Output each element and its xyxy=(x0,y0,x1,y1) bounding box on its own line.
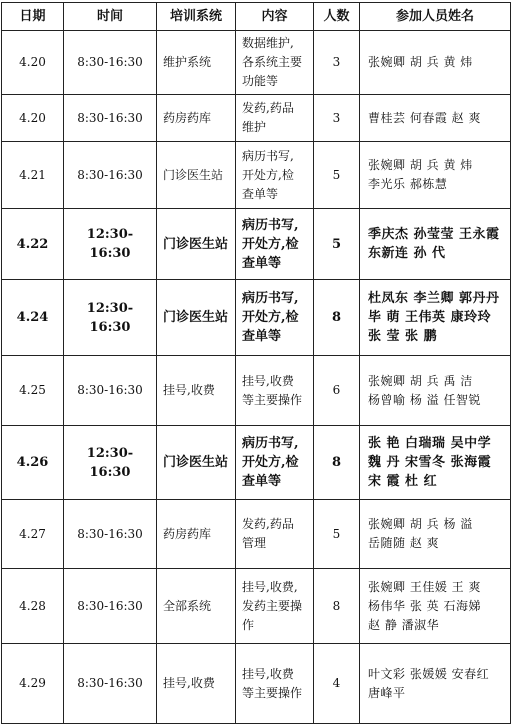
cell-content xyxy=(236,426,314,500)
cell-content-line: 病历书写, xyxy=(242,436,299,451)
cell-names-line: 岳随随 赵 爽 xyxy=(368,536,440,550)
cell-count: 5 xyxy=(314,500,360,569)
cell-date: 4.25 xyxy=(2,356,64,426)
cell-content-line: 开处方,检 xyxy=(242,236,299,252)
cell-system xyxy=(157,426,236,500)
cell-names-line: 张婉卿 王佳媛 王 爽 xyxy=(368,579,481,594)
cell-system-line: 药房药库 xyxy=(163,110,212,125)
cell-content-line: 开处方,检 xyxy=(242,310,299,325)
cell-count: 8 xyxy=(314,426,360,500)
cell-names-line: 张婉卿 胡 兵 杨 溢 xyxy=(368,517,473,531)
cell-time: 12:30-16:30 xyxy=(64,280,157,356)
cell-date: 4.24 xyxy=(2,280,64,356)
cell-content-line: 病历书写, xyxy=(242,291,299,306)
cell-content-line: 挂号,收费, xyxy=(242,579,298,594)
cell-names-line: 宋 霞 杜 红 xyxy=(368,474,438,489)
cell-content xyxy=(236,644,314,724)
cell-date: 4.21 xyxy=(2,142,64,209)
cell-date: 4.29 xyxy=(2,644,64,724)
header-content: 内容 xyxy=(236,3,314,31)
cell-content-line: 各系统主要 xyxy=(242,55,303,69)
cell-content-line: 等主要操作 xyxy=(242,392,303,407)
cell-system xyxy=(157,280,236,356)
header-date: 日期 xyxy=(2,3,64,31)
cell-system-line: 挂号,收费 xyxy=(163,383,215,397)
cell-count: 8 xyxy=(314,569,360,644)
cell-content-line: 开处方,检 xyxy=(242,455,299,470)
cell-system-line: 全部系统 xyxy=(163,598,212,613)
cell-names-line: 杨伟华 张 英 石海娣 xyxy=(368,598,481,613)
cell-content-line: 病历书写, xyxy=(242,217,299,233)
cell-names-line: 杨曾喻 杨 溢 任智锐 xyxy=(368,392,481,407)
header-time: 时间 xyxy=(64,3,157,31)
cell-names-line: 毕 萌 王伟英 康玲玲 xyxy=(368,310,492,325)
header-names: 参加人员姓名 xyxy=(360,3,511,31)
table-row xyxy=(2,644,511,724)
cell-system xyxy=(157,500,236,569)
cell-content-line: 数据维护, xyxy=(242,36,294,50)
cell-names-line: 曹桂芸 何春霞 赵 爽 xyxy=(368,110,481,125)
cell-time: 8:30-16:30 xyxy=(64,569,157,644)
table-row xyxy=(2,31,511,95)
cell-system-line: 药房药库 xyxy=(163,526,212,541)
cell-count: 5 xyxy=(314,209,360,280)
cell-time: 12:30-16:30 xyxy=(64,209,157,280)
cell-count: 6 xyxy=(314,356,360,426)
cell-content-line: 查单等 xyxy=(242,186,279,201)
cell-names-line: 赵 静 潘淑华 xyxy=(368,617,440,632)
cell-system-line: 门诊医生站 xyxy=(163,455,229,470)
cell-count: 8 xyxy=(314,280,360,356)
cell-names-line: 东新连 孙 代 xyxy=(368,246,446,261)
cell-count: 4 xyxy=(314,644,360,724)
cell-content-line: 管理 xyxy=(242,536,267,550)
cell-date: 4.28 xyxy=(2,569,64,644)
cell-content-line: 查单等 xyxy=(242,474,282,489)
cell-names xyxy=(360,280,511,356)
cell-time: 8:30-16:30 xyxy=(64,31,157,95)
cell-content-line: 挂号,收费 xyxy=(242,666,294,681)
cell-count: 5 xyxy=(314,142,360,209)
cell-names-line: 张婉卿 胡 兵 禹 洁 xyxy=(368,373,473,388)
header-system: 培训系统 xyxy=(157,3,236,31)
cell-content-line: 开处方,检 xyxy=(242,167,294,182)
cell-names-line: 张 艳 白瑞瑞 吴中学 xyxy=(368,436,492,451)
cell-system xyxy=(157,209,236,280)
table-row xyxy=(2,569,511,644)
cell-content-line: 发药,药品 xyxy=(242,517,294,531)
cell-system-line: 门诊医生站 xyxy=(163,310,229,325)
cell-system xyxy=(157,31,236,95)
cell-system xyxy=(157,644,236,724)
cell-date: 4.26 xyxy=(2,426,64,500)
cell-system-line: 门诊医生站 xyxy=(163,167,224,182)
cell-content xyxy=(236,356,314,426)
cell-names-line: 杜凤东 李兰卿 郭丹丹 xyxy=(368,291,500,306)
cell-time: 8:30-16:30 xyxy=(64,142,157,209)
cell-names-line: 季庆杰 孙莹莹 王永霞 xyxy=(368,227,500,242)
cell-names-line: 李光乐 郝栋慧 xyxy=(368,177,448,191)
cell-names-line: 叶文彩 张媛媛 安春红 xyxy=(368,666,490,681)
cell-content-line: 作 xyxy=(242,617,255,632)
cell-names-line: 张婉卿 胡 兵 黄 炜 xyxy=(368,55,473,69)
cell-names-line: 张婉卿 胡 兵 黄 炜 xyxy=(368,158,473,172)
cell-names xyxy=(360,31,511,95)
cell-time: 8:30-16:30 xyxy=(64,644,157,724)
cell-content-line: 功能等 xyxy=(242,74,279,88)
cell-names xyxy=(360,500,511,569)
cell-content-line: 病历书写, xyxy=(242,148,294,163)
cell-date: 4.22 xyxy=(2,209,64,280)
cell-content-line: 挂号,收费 xyxy=(242,373,294,388)
cell-system xyxy=(157,356,236,426)
cell-system xyxy=(157,142,236,209)
cell-time: 8:30-16:30 xyxy=(64,95,157,142)
cell-system-line: 挂号,收费 xyxy=(163,676,215,690)
cell-names xyxy=(360,356,511,426)
cell-count: 3 xyxy=(314,95,360,142)
table-row xyxy=(2,280,511,356)
table-row xyxy=(2,426,511,500)
cell-system xyxy=(157,569,236,644)
cell-content xyxy=(236,280,314,356)
cell-system xyxy=(157,95,236,142)
cell-content xyxy=(236,500,314,569)
cell-names-line: 唐峰平 xyxy=(368,685,406,700)
cell-content xyxy=(236,569,314,644)
cell-content-line: 发药,药品 xyxy=(242,101,294,115)
cell-time: 8:30-16:30 xyxy=(64,500,157,569)
table-row xyxy=(2,209,511,280)
cell-names-line: 魏 丹 宋雪冬 张海霞 xyxy=(368,455,492,470)
table-row xyxy=(2,142,511,209)
cell-content-line: 等主要操作 xyxy=(242,685,303,700)
cell-time: 12:30-16:30 xyxy=(64,426,157,500)
cell-content xyxy=(236,209,314,280)
table-row xyxy=(2,95,511,142)
cell-date: 4.20 xyxy=(2,95,64,142)
cell-date: 4.20 xyxy=(2,31,64,95)
cell-content-line: 查单等 xyxy=(242,255,282,271)
cell-content xyxy=(236,142,314,209)
cell-content xyxy=(236,31,314,95)
cell-names xyxy=(360,95,511,142)
cell-content-line: 查单等 xyxy=(242,329,282,344)
cell-names xyxy=(360,209,511,280)
cell-names xyxy=(360,142,511,209)
cell-content-line: 维护 xyxy=(242,120,267,134)
cell-system-line: 维护系统 xyxy=(163,55,212,69)
cell-content-line: 发药主要操 xyxy=(242,598,303,613)
cell-names xyxy=(360,569,511,644)
cell-content xyxy=(236,95,314,142)
table-row xyxy=(2,356,511,426)
cell-names-line: 张 莹 张 鹏 xyxy=(368,329,438,344)
cell-count: 3 xyxy=(314,31,360,95)
header-count: 人数 xyxy=(314,3,360,31)
training-schedule-table xyxy=(1,2,511,724)
cell-system-line: 门诊医生站 xyxy=(163,236,229,252)
header-row xyxy=(2,3,511,31)
cell-date: 4.27 xyxy=(2,500,64,569)
cell-time: 8:30-16:30 xyxy=(64,356,157,426)
cell-names xyxy=(360,426,511,500)
table-row xyxy=(2,500,511,569)
cell-names xyxy=(360,644,511,724)
